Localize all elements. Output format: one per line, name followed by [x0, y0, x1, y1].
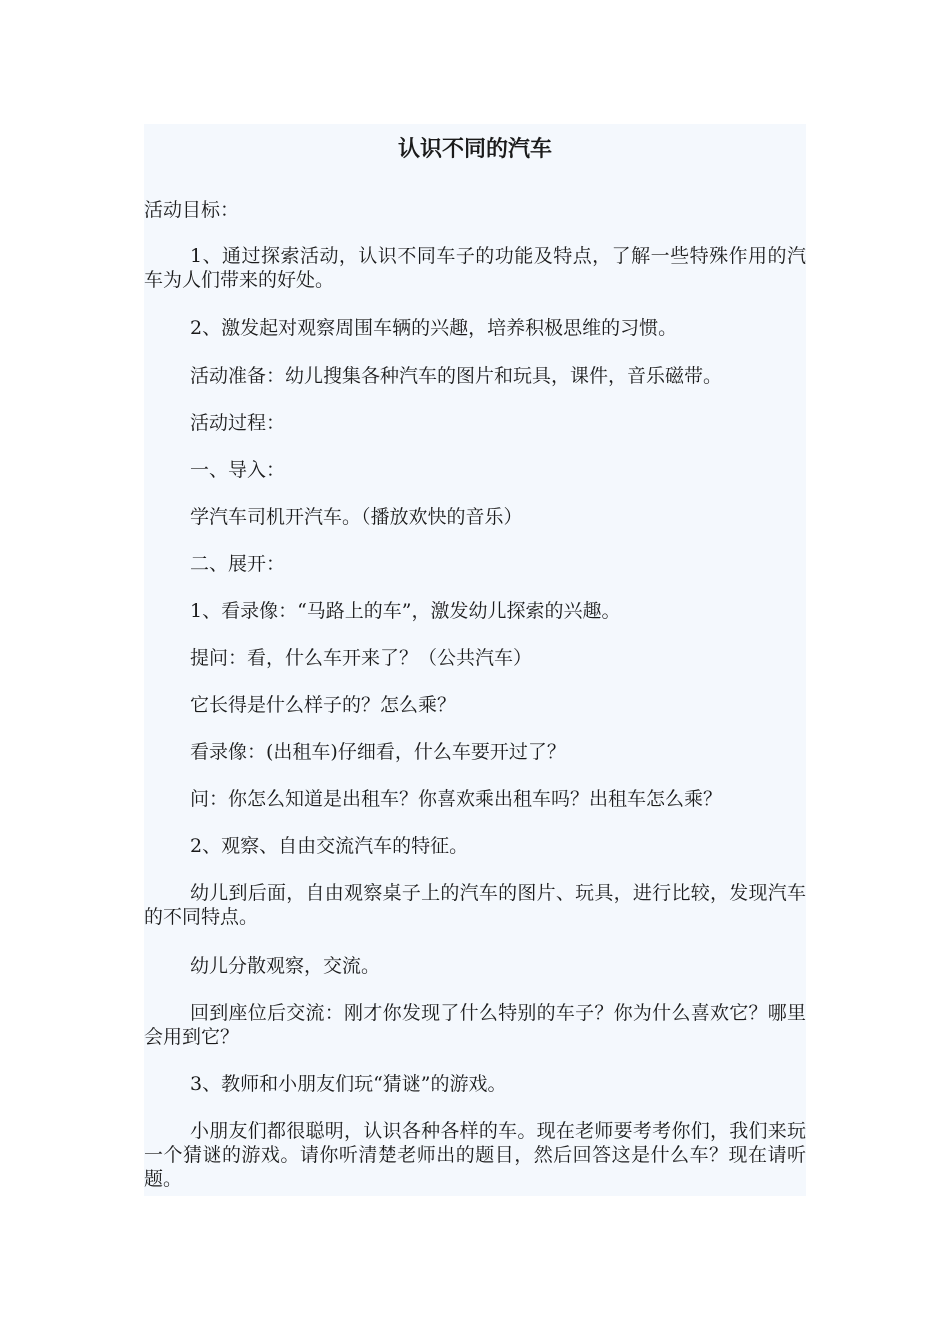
paragraph-expand-heading: 二、展开： [190, 553, 286, 575]
paragraph-goal-1: 1、通过探索活动，认识不同车子的功能及特点，了解一些特殊作用的汽车为人们带来的好处。 [144, 245, 806, 291]
paragraph-goal-2: 2、激发起对观察周围车辆的兴趣，培养积极思维的习惯。 [190, 317, 678, 339]
paragraph-game: 小朋友们都很聪明，认识各种各样的车。现在老师要考考你们，我们来玩一个猜谜的游戏。请你听清楚老师出的题目，然后回答这是什么车？现在请听题。 [144, 1120, 806, 1190]
paragraph-process: 活动过程： [190, 412, 286, 434]
paragraph-question-1: 提问：看，什么车开来了？（公共汽车） [190, 647, 533, 669]
paragraph-video-2: 看录像：(出租车)仔细看，什么车要开过了？ [190, 741, 566, 763]
paragraph-share: 回到座位后交流：刚才你发现了什么特别的车子？你为什么喜欢它？哪里会用到它？ [144, 1002, 806, 1048]
document-page [144, 124, 806, 1196]
paragraph-question-2: 它长得是什么样子的？怎么乘？ [190, 694, 457, 716]
paragraph-video-1: 1、看录像：“马路上的车”，激发幼儿探索的兴趣。 [190, 600, 621, 622]
paragraph-observe: 幼儿到后面，自由观察桌子上的汽车的图片、玩具，进行比较，发现汽车的不同特点。 [144, 882, 806, 928]
paragraph-question-3: 问：你怎么知道是出租车？你喜欢乘出租车吗？出租车怎么乘？ [190, 788, 723, 810]
paragraph-intro-heading: 一、导入： [190, 459, 286, 481]
paragraph-game-heading: 3、教师和小朋友们玩“猜谜”的游戏。 [190, 1073, 507, 1095]
paragraph-intro: 学汽车司机开汽车。（播放欢快的音乐） [190, 506, 523, 528]
document-title: 认识不同的汽车 [397, 137, 552, 162]
paragraph-exchange: 幼儿分散观察，交流。 [190, 955, 381, 977]
section-heading-goals: 活动目标： [144, 199, 240, 221]
paragraph-preparation: 活动准备：幼儿搜集各种汽车的图片和玩具，课件，音乐磁带。 [190, 365, 723, 387]
paragraph-observe-heading: 2、观察、自由交流汽车的特征。 [190, 835, 469, 857]
